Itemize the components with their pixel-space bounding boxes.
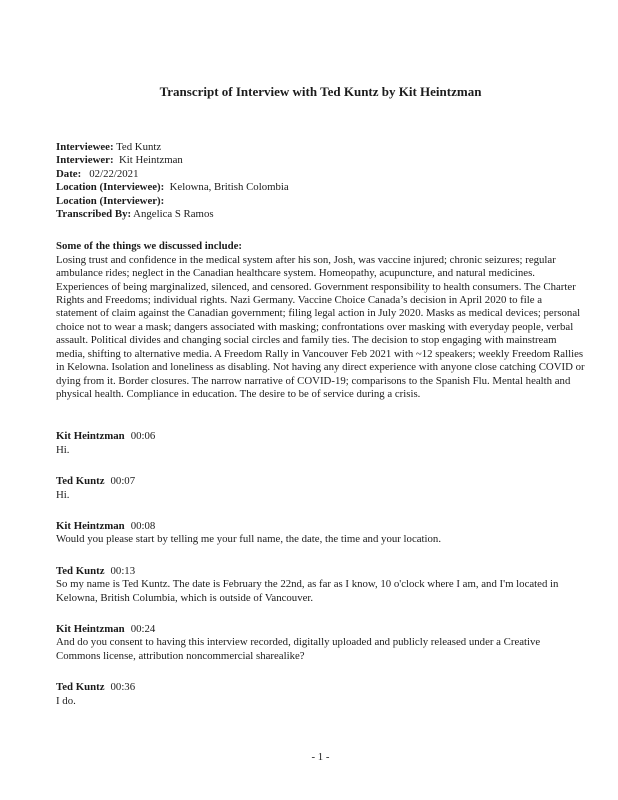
speaker-name: Kit Heintzman — [56, 519, 125, 532]
dialogue-speaker-line — [56, 430, 585, 443]
speaker-name: Ted Kuntz — [56, 475, 105, 488]
metadata-value: Ted Kuntz — [113, 141, 162, 153]
dialogue-speaker-line — [56, 681, 585, 694]
page-title: Transcript of Interview with Ted Kuntz by Kit Heintzman — [159, 84, 482, 99]
metadata-row-date — [56, 168, 585, 181]
dialogue-speaker-line — [56, 520, 585, 533]
dialogue-block — [56, 623, 585, 663]
speaker-name: Kit Heintzman — [56, 430, 125, 443]
metadata-label: Interviewer: — [56, 154, 114, 167]
metadata-label: Interviewee: — [56, 141, 114, 153]
speaker-name: Kit Heintzman — [56, 622, 125, 635]
dialogue-text: So my name is Ted Kuntz. The date is February the 22nd, as far as I know, 10 o'clock where I am, and I'm located in Kelowna, British Columbia, which is outside of Vancouver. — [56, 578, 559, 604]
timestamp: 00:07 — [110, 475, 136, 488]
dialogue-speaker-line — [56, 475, 585, 488]
dialogue-block — [56, 565, 585, 605]
speaker-name: Ted Kuntz — [56, 564, 105, 577]
dialogue-block — [56, 475, 585, 502]
metadata-row-transcribed-by — [56, 208, 585, 221]
dialogue-speaker-line — [56, 565, 585, 578]
dialogue-text: Hi. — [56, 488, 70, 501]
metadata-value: 02/22/2021 — [81, 167, 139, 180]
metadata-label: Date: — [56, 167, 82, 180]
metadata-label: Location (Interviewer): — [56, 194, 165, 207]
summary-heading: Some of the things we discussed include: — [56, 240, 242, 253]
dialogue-text: Hi. — [56, 443, 70, 456]
timestamp: 00:06 — [130, 430, 156, 443]
metadata-label: Transcribed By: — [56, 208, 132, 221]
discussion-summary — [56, 240, 585, 401]
metadata-value: Kit Heintzman — [113, 154, 183, 167]
metadata-row-interviewee — [56, 141, 585, 154]
page-number: - 1 - — [311, 751, 330, 763]
metadata-label: Location (Interviewee): — [56, 181, 165, 194]
timestamp: 00:13 — [110, 564, 136, 577]
metadata-value: Angelica S Ramos — [131, 208, 214, 221]
summary-body: Losing trust and confidence in the medical system after his son, Josh, was vaccine injured; chronic seizures; regular ambulance rides; neglect in the Canadian healthcare system. Homeopathy, acupuncture, and natural medicines. Experiences of being marginalized, silenced, and censored. Government responsibility to health consumers. The Charter Rights and Freedoms; individual rights. Nazi Germany. Vaccine Choice Canada’s decision in April 2020 to file a statement of claim against the Canadian government; filing legal action in July 2020. Masks as medical devices; personal choice not to wear a mask; dangers associated with masking; confrontations over masking with everyday people, verbal assault. Political divides and changing social circles and family ties. The decision to stop engaging with mainstream media, shifting to alternative media. A Freedom Rally in Vancouver Feb 2021 with ~12 speakers; weekly Freedom Rallies in Kelowna. Isolation and loneliness as disabling. Not having any direct experience with anyone close catching COVID or dying from it. Border closures. The narrow narrative of COVID-19; comparisons to the Spanish Flu. Mental health and physical health. Compliance in education. The desire to be of service during a crisis. — [56, 253, 585, 400]
dialogue-text: And do you consent to having this interview recorded, digitally uploaded and publicly released under a Creative Commons license, attribution noncommercial sharealike? — [56, 636, 541, 662]
dialogue-speaker-line — [56, 623, 585, 636]
dialogue-text: Would you please start by telling me your full name, the date, the time and your location. — [56, 533, 442, 546]
timestamp: 00:24 — [130, 622, 156, 635]
speaker-name: Ted Kuntz — [56, 681, 105, 694]
timestamp: 00:08 — [130, 519, 156, 532]
metadata-block — [56, 141, 585, 221]
timestamp: 00:36 — [110, 681, 136, 694]
metadata-row-interviewer — [56, 154, 585, 167]
dialogue-block — [56, 681, 585, 708]
dialogue-block — [56, 520, 585, 547]
metadata-row-location-interviewee — [56, 181, 585, 194]
dialogue-block — [56, 430, 585, 457]
metadata-row-location-interviewer — [56, 195, 585, 208]
metadata-value: Kelowna, British Colombia — [164, 181, 289, 194]
dialogue-text: I do. — [56, 694, 76, 707]
